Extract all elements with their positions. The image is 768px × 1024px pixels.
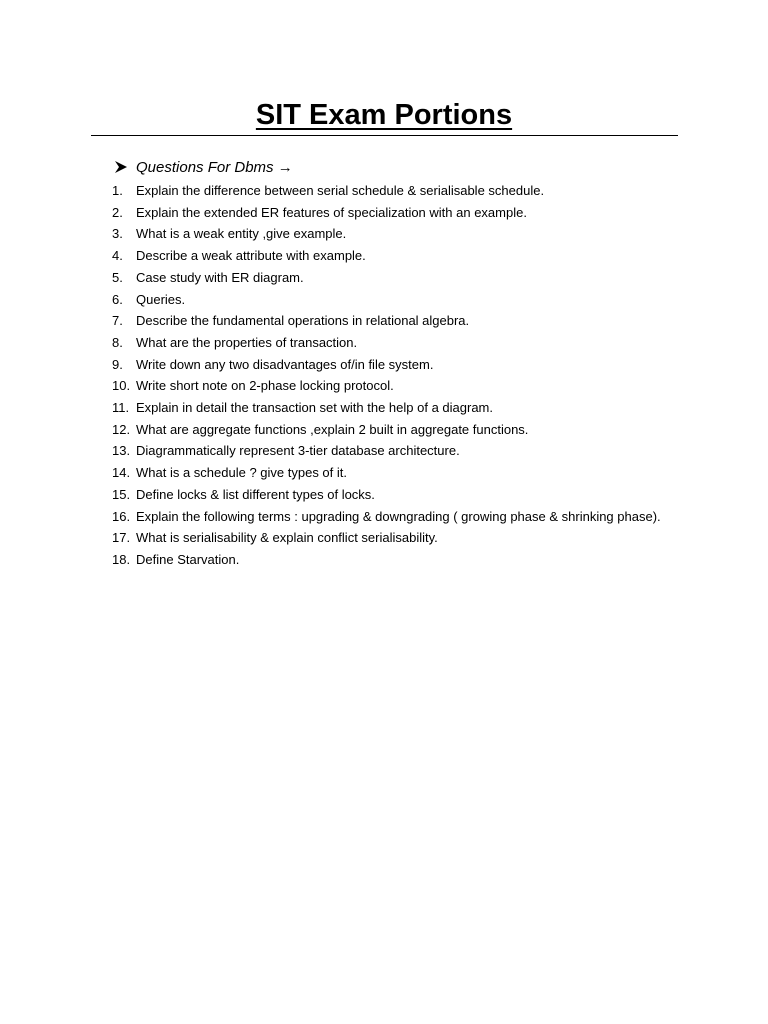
question-text: Define Starvation.: [136, 551, 240, 567]
question-number: 5.: [112, 269, 123, 285]
question-item: [112, 332, 692, 354]
section-label: Questions For Dbms →: [136, 158, 293, 176]
section-heading: [114, 155, 293, 179]
question-item: [112, 202, 692, 224]
question-item: [112, 462, 692, 484]
question-number: 6.: [112, 291, 123, 307]
question-item: [112, 310, 692, 332]
question-text: Explain in detail the transaction set with the help of a diagram.: [136, 400, 493, 416]
question-number: 17.: [112, 530, 131, 546]
question-number: 11.: [112, 400, 130, 416]
question-number: 10.: [112, 378, 131, 394]
question-text: What is serialisability & explain conflict serialisability.: [136, 530, 438, 546]
question-number: 2.: [112, 204, 123, 220]
question-item: [112, 484, 692, 506]
question-number: 18.: [112, 551, 131, 567]
question-item: [112, 245, 692, 267]
question-item: [112, 440, 692, 462]
question-text: What is a weak entity ,give example.: [136, 226, 347, 242]
arrow-bullet-icon: [114, 160, 128, 174]
question-number: 16.: [112, 508, 131, 524]
question-text: What is a schedule ? give types of it.: [136, 465, 347, 481]
question-text: Describe the fundamental operations in relational algebra.: [136, 313, 470, 329]
question-list: [112, 180, 692, 571]
question-item: [112, 549, 692, 571]
question-item: [112, 267, 692, 289]
question-text: Queries.: [136, 291, 186, 307]
question-item: [112, 289, 692, 311]
question-number: 8.: [112, 334, 123, 350]
question-number: 14.: [112, 465, 131, 481]
question-item: [112, 397, 692, 419]
question-item: [112, 180, 692, 202]
question-item: [112, 223, 692, 245]
question-number: 3.: [112, 226, 123, 242]
question-text: Write short note on 2-phase locking protocol.: [136, 378, 394, 394]
question-item: [112, 527, 692, 549]
question-number: 12.: [112, 421, 131, 437]
question-number: 15.: [112, 486, 131, 502]
question-item: [112, 354, 692, 376]
question-item: [112, 506, 692, 528]
question-number: 9.: [112, 356, 123, 372]
question-text: Write down any two disadvantages of/in file system.: [136, 356, 434, 372]
question-text: Explain the extended ER features of specialization with an example.: [136, 204, 527, 220]
title-divider: [91, 135, 678, 136]
question-number: 1.: [112, 183, 123, 198]
question-text: Define locks & list different types of locks.: [136, 486, 375, 502]
question-number: 13.: [112, 443, 131, 459]
question-number: 7.: [112, 313, 123, 329]
question-text: Describe a weak attribute with example.: [136, 248, 366, 264]
question-text: What are the properties of transaction.: [136, 334, 358, 350]
question-number: 4.: [112, 248, 123, 264]
question-item: [112, 375, 692, 397]
question-text: Diagrammatically represent 3-tier database architecture.: [136, 443, 460, 459]
question-item: [112, 419, 692, 441]
page-title: SIT Exam Portions: [255, 99, 513, 131]
question-text: Case study with ER diagram.: [136, 269, 304, 285]
question-text: Explain the following terms : upgrading & downgrading ( growing phase & shrinking phase).: [136, 508, 661, 524]
question-text: What are aggregate functions ,explain 2 built in aggregate functions.: [136, 421, 529, 437]
question-text: Explain the difference between serial schedule & serialisable schedule.: [136, 183, 545, 198]
